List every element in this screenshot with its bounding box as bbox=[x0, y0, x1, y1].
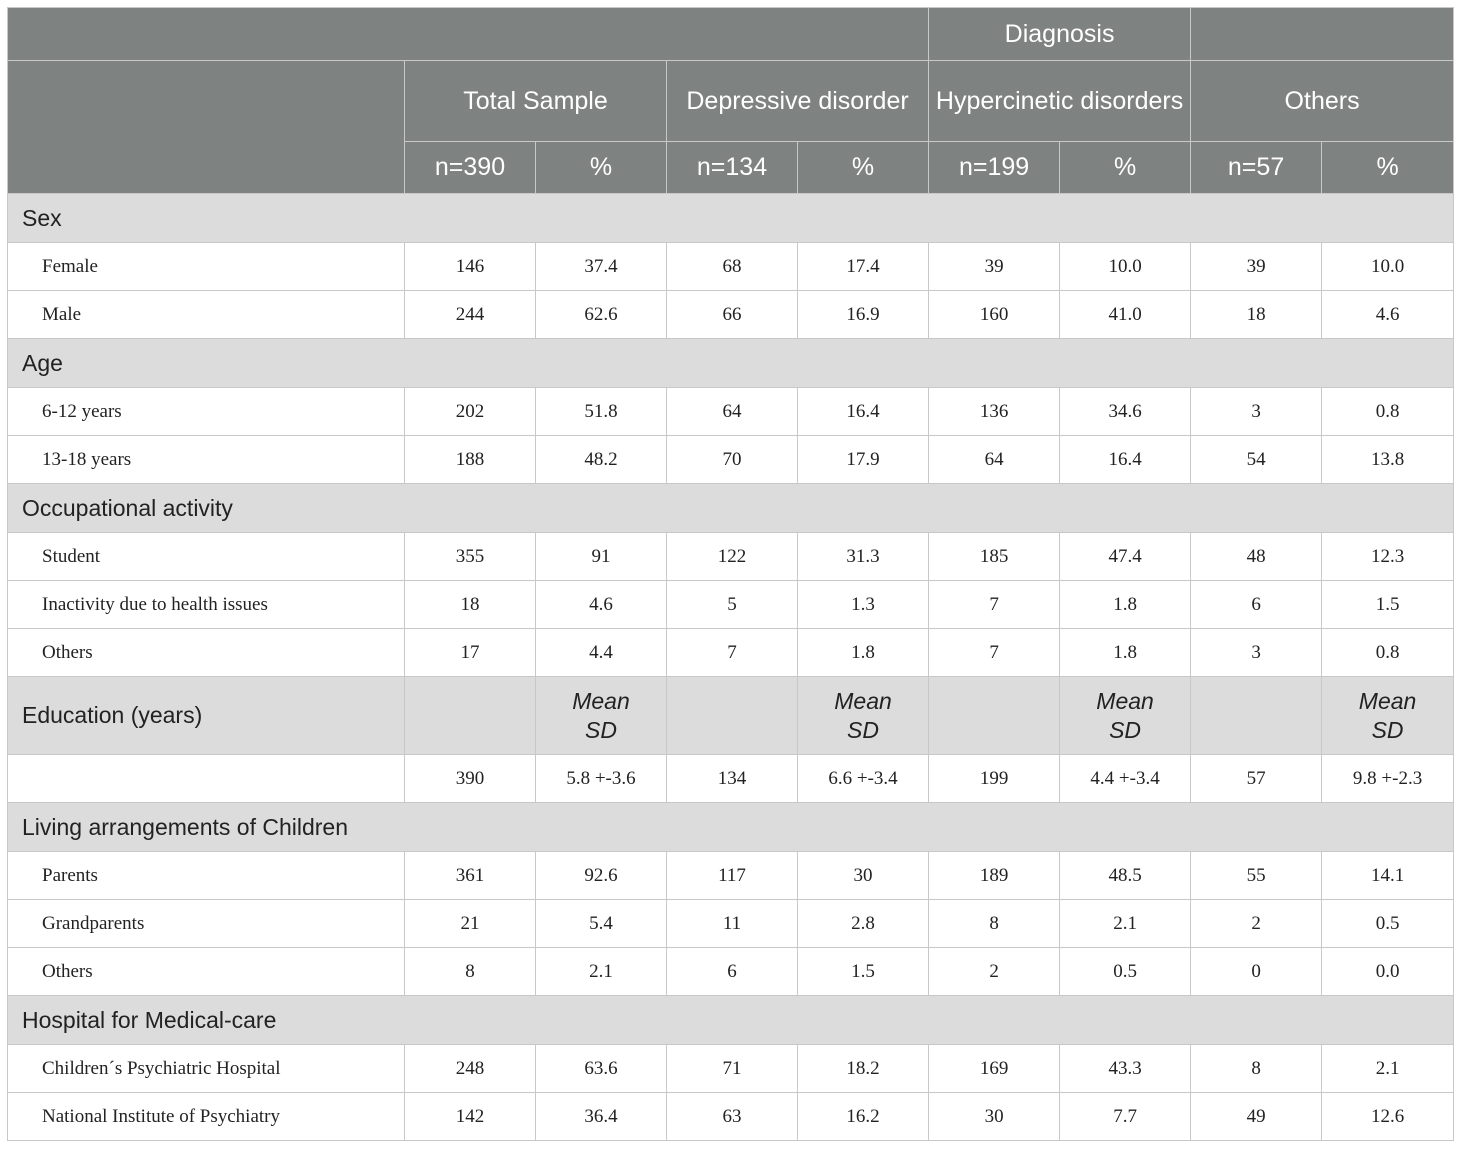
cell: 54 bbox=[1191, 436, 1322, 484]
cell: 30 bbox=[798, 852, 929, 900]
cell: 64 bbox=[667, 388, 798, 436]
table-row bbox=[8, 581, 1454, 629]
table-header bbox=[8, 8, 1454, 194]
table-row bbox=[8, 1045, 1454, 1093]
row-label: Inactivity due to health issues bbox=[8, 581, 405, 629]
cell: 0.8 bbox=[1322, 388, 1454, 436]
category-title: Age bbox=[8, 339, 1454, 388]
group-header: Others bbox=[1191, 61, 1454, 142]
cell: 13.8 bbox=[1322, 436, 1454, 484]
cell: 34.6 bbox=[1060, 388, 1191, 436]
cell: 136 bbox=[929, 388, 1060, 436]
cell: 63 bbox=[667, 1093, 798, 1141]
sd-label: SD bbox=[1371, 716, 1404, 743]
cell: 21 bbox=[405, 900, 536, 948]
group-header: Hypercinetic disorders bbox=[929, 61, 1191, 142]
category-row bbox=[8, 194, 1454, 243]
cell: 30 bbox=[929, 1093, 1060, 1141]
cell: 18.2 bbox=[798, 1045, 929, 1093]
cell: 0.5 bbox=[1060, 948, 1191, 996]
cell: 4.6 bbox=[536, 581, 667, 629]
cell: 36.4 bbox=[536, 1093, 667, 1141]
sd-label: SD bbox=[1109, 716, 1142, 743]
table-row bbox=[8, 629, 1454, 677]
empty-cell bbox=[1191, 677, 1322, 755]
cell: 12.3 bbox=[1322, 533, 1454, 581]
cell: 142 bbox=[405, 1093, 536, 1141]
cell: 71 bbox=[667, 1045, 798, 1093]
cell: 185 bbox=[929, 533, 1060, 581]
table-row bbox=[8, 533, 1454, 581]
mean-label: Mean bbox=[834, 687, 892, 714]
table-row bbox=[8, 436, 1454, 484]
category-title: Sex bbox=[8, 194, 1454, 243]
cell: 134 bbox=[667, 755, 798, 803]
row-label: Male bbox=[8, 291, 405, 339]
group-header: Depressive disorder bbox=[667, 61, 929, 142]
cell: 4.4 +-3.4 bbox=[1060, 755, 1191, 803]
mean-label: Mean bbox=[572, 687, 630, 714]
cell: 248 bbox=[405, 1045, 536, 1093]
table-row bbox=[8, 1093, 1454, 1141]
cell: 55 bbox=[1191, 852, 1322, 900]
n-header: n=134 bbox=[667, 142, 798, 194]
cell: 48.2 bbox=[536, 436, 667, 484]
row-label: Others bbox=[8, 629, 405, 677]
cell: 6.6 +-3.4 bbox=[798, 755, 929, 803]
mean-label: Mean bbox=[1358, 687, 1417, 714]
cell: 4.4 bbox=[536, 629, 667, 677]
cell: 1.5 bbox=[1322, 581, 1454, 629]
cell: 17.9 bbox=[798, 436, 929, 484]
group-header: Total Sample bbox=[405, 61, 667, 142]
table-row bbox=[8, 900, 1454, 948]
category-row bbox=[8, 677, 1454, 755]
mean-sd-label bbox=[798, 677, 929, 755]
cell: 10.0 bbox=[1322, 243, 1454, 291]
cell: 92.6 bbox=[536, 852, 667, 900]
cell: 244 bbox=[405, 291, 536, 339]
cell: 8 bbox=[1191, 1045, 1322, 1093]
table-row bbox=[8, 852, 1454, 900]
cell: 361 bbox=[405, 852, 536, 900]
row-label: National Institute of Psychiatry bbox=[8, 1093, 405, 1141]
cell: 16.2 bbox=[798, 1093, 929, 1141]
cell: 8 bbox=[405, 948, 536, 996]
cell: 57 bbox=[1191, 755, 1322, 803]
cell: 5.8 +-3.6 bbox=[536, 755, 667, 803]
cell: 0.8 bbox=[1322, 629, 1454, 677]
cell: 3 bbox=[1191, 629, 1322, 677]
mean-label: Mean bbox=[1096, 687, 1154, 714]
n-header: n=390 bbox=[405, 142, 536, 194]
category-title: Living arrangements of Children bbox=[8, 803, 1454, 852]
empty-cell bbox=[667, 677, 798, 755]
cell: 18 bbox=[405, 581, 536, 629]
cell: 199 bbox=[929, 755, 1060, 803]
cell: 202 bbox=[405, 388, 536, 436]
row-label: 13-18 years bbox=[8, 436, 405, 484]
header-blank bbox=[8, 8, 929, 61]
cell: 41.0 bbox=[1060, 291, 1191, 339]
cell: 17.4 bbox=[798, 243, 929, 291]
cell: 5.4 bbox=[536, 900, 667, 948]
cell: 355 bbox=[405, 533, 536, 581]
category-row bbox=[8, 484, 1454, 533]
cell: 7.7 bbox=[1060, 1093, 1191, 1141]
row-label bbox=[8, 755, 405, 803]
cell: 7 bbox=[667, 629, 798, 677]
row-label: 6-12 years bbox=[8, 388, 405, 436]
cell: 2.1 bbox=[536, 948, 667, 996]
cell: 2 bbox=[929, 948, 1060, 996]
cell: 122 bbox=[667, 533, 798, 581]
cell: 12.6 bbox=[1322, 1093, 1454, 1141]
cell: 6 bbox=[1191, 581, 1322, 629]
cell: 7 bbox=[929, 581, 1060, 629]
pct-header: % bbox=[1322, 142, 1454, 194]
cell: 37.4 bbox=[536, 243, 667, 291]
cell: 16.4 bbox=[798, 388, 929, 436]
cell: 5 bbox=[667, 581, 798, 629]
category-row bbox=[8, 339, 1454, 388]
empty-cell bbox=[929, 677, 1060, 755]
table-row bbox=[8, 948, 1454, 996]
cell: 160 bbox=[929, 291, 1060, 339]
cell: 188 bbox=[405, 436, 536, 484]
cell: 49 bbox=[1191, 1093, 1322, 1141]
row-label: Parents bbox=[8, 852, 405, 900]
cell: 2 bbox=[1191, 900, 1322, 948]
table-row bbox=[8, 755, 1454, 803]
cell: 31.3 bbox=[798, 533, 929, 581]
category-title: Hospital for Medical-care bbox=[8, 996, 1454, 1045]
cell: 1.3 bbox=[798, 581, 929, 629]
cell: 91 bbox=[536, 533, 667, 581]
cell: 11 bbox=[667, 900, 798, 948]
table-row bbox=[8, 243, 1454, 291]
row-label: Children´s Psychiatric Hospital bbox=[8, 1045, 405, 1093]
cell: 62.6 bbox=[536, 291, 667, 339]
cell: 64 bbox=[929, 436, 1060, 484]
pct-header: % bbox=[1060, 142, 1191, 194]
cell: 1.8 bbox=[1060, 581, 1191, 629]
cell: 43.3 bbox=[1060, 1045, 1191, 1093]
cell: 48.5 bbox=[1060, 852, 1191, 900]
n-header: n=199 bbox=[929, 142, 1060, 194]
cell: 16.4 bbox=[1060, 436, 1191, 484]
pct-header: % bbox=[536, 142, 667, 194]
header-blank bbox=[1191, 8, 1454, 61]
header-diagnosis: Diagnosis bbox=[929, 8, 1191, 61]
sd-label: SD bbox=[585, 716, 617, 743]
cell: 169 bbox=[929, 1045, 1060, 1093]
cell: 1.8 bbox=[1060, 629, 1191, 677]
cell: 1.5 bbox=[798, 948, 929, 996]
demographics-table bbox=[7, 7, 1454, 1141]
cell: 17 bbox=[405, 629, 536, 677]
row-label: Others bbox=[8, 948, 405, 996]
cell: 9.8 +-2.3 bbox=[1322, 755, 1454, 803]
cell: 70 bbox=[667, 436, 798, 484]
category-row bbox=[8, 803, 1454, 852]
empty-cell bbox=[405, 677, 536, 755]
cell: 8 bbox=[929, 900, 1060, 948]
cell: 14.1 bbox=[1322, 852, 1454, 900]
category-title: Education (years) bbox=[8, 677, 405, 755]
cell: 6 bbox=[667, 948, 798, 996]
mean-sd-label bbox=[536, 677, 667, 755]
cell: 51.8 bbox=[536, 388, 667, 436]
pct-header: % bbox=[798, 142, 929, 194]
cell: 68 bbox=[667, 243, 798, 291]
cell: 63.6 bbox=[536, 1045, 667, 1093]
cell: 39 bbox=[929, 243, 1060, 291]
mean-sd-label bbox=[1060, 677, 1191, 755]
cell: 0 bbox=[1191, 948, 1322, 996]
cell: 2.1 bbox=[1060, 900, 1191, 948]
cell: 189 bbox=[929, 852, 1060, 900]
category-row bbox=[8, 996, 1454, 1045]
cell: 18 bbox=[1191, 291, 1322, 339]
cell: 66 bbox=[667, 291, 798, 339]
cell: 390 bbox=[405, 755, 536, 803]
cell: 3 bbox=[1191, 388, 1322, 436]
n-header: n=57 bbox=[1191, 142, 1322, 194]
header-corner bbox=[8, 61, 405, 194]
cell: 16.9 bbox=[798, 291, 929, 339]
cell: 2.1 bbox=[1322, 1045, 1454, 1093]
cell: 0.0 bbox=[1322, 948, 1454, 996]
mean-sd-label bbox=[1322, 677, 1454, 755]
table-body-bottom bbox=[8, 803, 1454, 1141]
cell: 39 bbox=[1191, 243, 1322, 291]
row-label: Grandparents bbox=[8, 900, 405, 948]
sd-label: SD bbox=[847, 716, 879, 743]
category-title: Occupational activity bbox=[8, 484, 1454, 533]
table-row bbox=[8, 388, 1454, 436]
cell: 2.8 bbox=[798, 900, 929, 948]
row-label: Student bbox=[8, 533, 405, 581]
cell: 7 bbox=[929, 629, 1060, 677]
cell: 48 bbox=[1191, 533, 1322, 581]
cell: 117 bbox=[667, 852, 798, 900]
cell: 1.8 bbox=[798, 629, 929, 677]
table-row bbox=[8, 291, 1454, 339]
table-body-top bbox=[8, 194, 1454, 677]
row-label: Female bbox=[8, 243, 405, 291]
cell: 47.4 bbox=[1060, 533, 1191, 581]
cell: 0.5 bbox=[1322, 900, 1454, 948]
education-section bbox=[8, 677, 1454, 803]
cell: 146 bbox=[405, 243, 536, 291]
cell: 10.0 bbox=[1060, 243, 1191, 291]
cell: 4.6 bbox=[1322, 291, 1454, 339]
